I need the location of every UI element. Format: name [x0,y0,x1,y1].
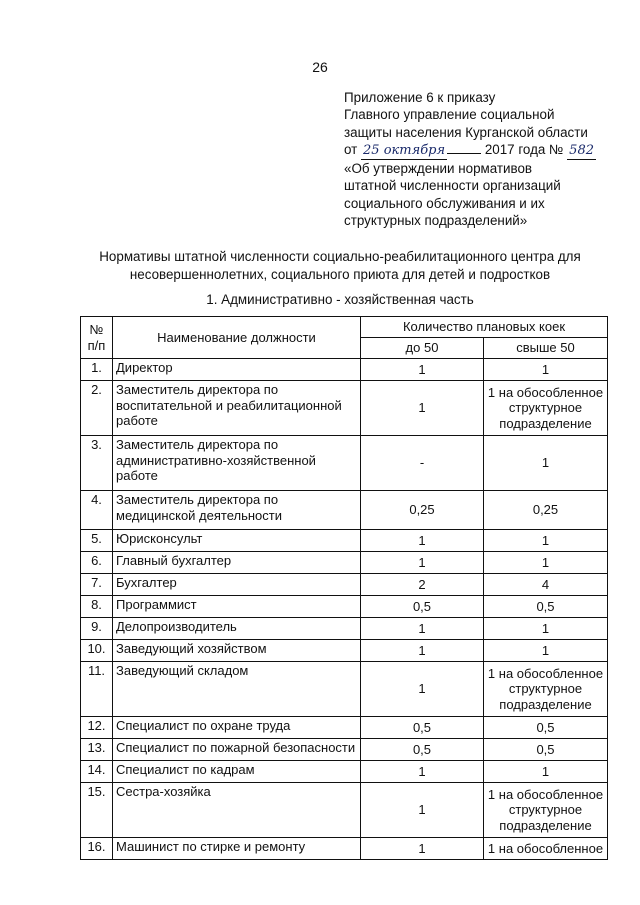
date-underline [447,153,481,154]
value-over-50: 0,5 [484,739,608,761]
value-up-to-50: 0,5 [361,596,484,618]
position-name: Главный бухгалтер [113,552,361,574]
page-number: 26 [312,59,328,75]
title-line: Нормативы штатной численности социально-реабилитационного центра для [99,249,581,264]
header-up-to-50: до 50 [361,338,484,359]
row-number: 2. [81,381,113,436]
row-number: 8. [81,596,113,618]
appendix-line: «Об утверждении нормативов [344,161,533,177]
position-name: Директор [113,359,361,381]
row-number: 13. [81,739,113,761]
value-up-to-50: 1 [361,530,484,552]
table-row [81,717,608,739]
position-name: Делопроизводитель [113,618,361,640]
value-up-to-50: 1 [361,381,484,436]
value-over-50: 1 [484,359,608,381]
position-name: Специалист по пожарной безопасности [113,739,361,761]
appendix-line: Приложение 6 к приказу [344,90,496,105]
position-name: Бухгалтер [113,574,361,596]
position-name: Юрисконсульт [113,530,361,552]
appendix-line: штатной численности организаций [344,178,561,194]
table-row [81,530,608,552]
staffing-table [80,316,608,860]
table-row [81,838,608,860]
value-up-to-50: 1 [361,552,484,574]
table-row [81,552,608,574]
table-row [81,596,608,618]
position-name: Заведующий складом [113,662,361,717]
section-title: 1. Административно - хозяйственная часть [206,292,474,307]
position-name: Заместитель директора по воспитательной и реабилитационной работе [113,381,361,436]
appendix-line: Главного управление социальной [344,107,555,123]
row-number: 3. [81,436,113,491]
table-row [81,491,608,530]
value-up-to-50: 1 [361,783,484,838]
header-over-50: свыше 50 [484,338,608,359]
table-row [81,436,608,491]
row-number: 16. [81,838,113,860]
value-up-to-50: 1 [361,761,484,783]
table-row [81,640,608,662]
table-row [81,618,608,640]
header-beds-group: Количество плановых коек [361,317,608,338]
position-name: Заместитель директора по административно-хозяйственной работе [113,436,361,491]
handwritten-number: 582 [567,142,596,160]
value-up-to-50: 1 [361,838,484,860]
row-number: 1. [81,359,113,381]
value-over-50: 1 [484,761,608,783]
row-number: 6. [81,552,113,574]
appendix-line: защиты населения Курганской области [344,124,588,140]
value-up-to-50: - [361,436,484,491]
table-row [81,739,608,761]
table-row [81,662,608,717]
date-prefix: от [344,141,358,157]
handwritten-date: 25 октября [361,142,447,160]
value-up-to-50: 0,5 [361,739,484,761]
position-name: Машинист по стирке и ремонту [113,838,361,860]
year-text: 2017 года № [484,141,564,157]
table-row [81,381,608,436]
row-number: 10. [81,640,113,662]
value-over-50: 0,5 [484,596,608,618]
position-name: Сестра-хозяйка [113,783,361,838]
value-over-50: 1 на обособленное структурное подразделение [484,783,608,838]
appendix-block [344,89,634,229]
table-row [81,761,608,783]
position-name: Заместитель директора по медицинской деятельности [113,491,361,530]
document-title [60,248,620,283]
position-name: Программист [113,596,361,618]
value-over-50: 1 [484,640,608,662]
table-row [81,359,608,381]
value-over-50: 0,5 [484,717,608,739]
table-row [81,783,608,838]
value-up-to-50: 1 [361,359,484,381]
row-number: 5. [81,530,113,552]
table-row [81,574,608,596]
row-number: 4. [81,491,113,530]
row-number: 12. [81,717,113,739]
row-number: 7. [81,574,113,596]
value-over-50: 1 на обособленное структурное подразделение [484,662,608,717]
value-up-to-50: 0,5 [361,717,484,739]
position-name: Специалист по охране труда [113,717,361,739]
appendix-date-line [344,141,634,160]
value-up-to-50: 2 [361,574,484,596]
value-over-50: 0,25 [484,491,608,530]
value-over-50: 1 [484,552,608,574]
value-up-to-50: 0,25 [361,491,484,530]
title-line: несовершеннолетних, социального приюта для детей и подростков [129,266,551,282]
row-number: 9. [81,618,113,640]
appendix-line: структурных подразделений» [344,213,528,229]
appendix-line: социального обслуживания и их [344,195,545,211]
value-up-to-50: 1 [361,640,484,662]
value-over-50: 1 на обособленное структурное подразделение [484,381,608,436]
value-over-50: 1 [484,530,608,552]
value-over-50: 1 [484,618,608,640]
position-name: Специалист по кадрам [113,761,361,783]
header-position: Наименование должности [113,317,361,359]
value-over-50: 1 [484,436,608,491]
value-up-to-50: 1 [361,618,484,640]
value-over-50: 1 на обособленное [484,838,608,860]
row-number: 14. [81,761,113,783]
value-up-to-50: 1 [361,662,484,717]
row-number: 11. [81,662,113,717]
header-number: № п/п [81,317,113,359]
row-number: 15. [81,783,113,838]
position-name: Заведующий хозяйством [113,640,361,662]
value-over-50: 4 [484,574,608,596]
